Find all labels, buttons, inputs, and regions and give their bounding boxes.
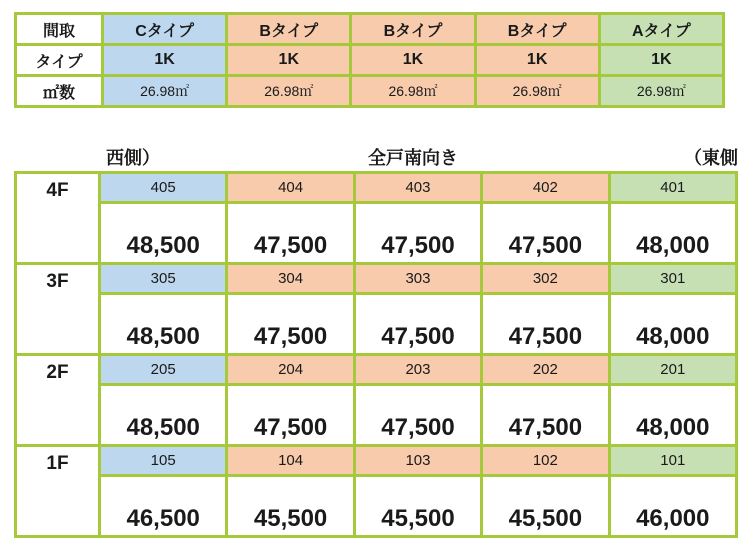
floor-row-1f-prices bbox=[16, 476, 737, 537]
rent-price: 47,500 bbox=[354, 385, 481, 446]
rent-price: 47,500 bbox=[354, 203, 481, 264]
unit-type-spec-table bbox=[14, 12, 725, 108]
spec-area-cell: 26.98㎡ bbox=[351, 76, 475, 107]
floor-label: 4F bbox=[16, 173, 100, 264]
room-number: 302 bbox=[482, 264, 609, 294]
rent-price: 45,500 bbox=[482, 476, 609, 537]
rent-price: 48,000 bbox=[609, 385, 736, 446]
floor-row-2f-prices bbox=[16, 385, 737, 446]
rent-price: 47,500 bbox=[482, 203, 609, 264]
unit-price-table bbox=[14, 171, 738, 538]
spec-area-cell: 26.98㎡ bbox=[103, 76, 227, 107]
rent-price: 46,000 bbox=[609, 476, 736, 537]
rent-price: 48,000 bbox=[609, 294, 736, 355]
room-number: 403 bbox=[354, 173, 481, 203]
orientation-labels bbox=[0, 144, 754, 170]
rent-price: 47,500 bbox=[227, 294, 354, 355]
floor-row-4f-rooms bbox=[16, 173, 737, 203]
room-number: 203 bbox=[354, 355, 481, 385]
rent-price: 48,500 bbox=[100, 385, 227, 446]
floor-label: 3F bbox=[16, 264, 100, 355]
spec-type-cell: Cタイプ bbox=[103, 14, 227, 45]
room-number: 101 bbox=[609, 446, 736, 476]
east-side-label: （東側 bbox=[684, 148, 738, 168]
spec-row-area bbox=[16, 76, 724, 107]
spec-type-cell: Bタイプ bbox=[351, 14, 475, 45]
room-number: 404 bbox=[227, 173, 354, 203]
room-number: 104 bbox=[227, 446, 354, 476]
floor-row-3f-rooms bbox=[16, 264, 737, 294]
room-number: 102 bbox=[482, 446, 609, 476]
room-number: 103 bbox=[354, 446, 481, 476]
rent-price: 47,500 bbox=[354, 294, 481, 355]
room-number: 201 bbox=[609, 355, 736, 385]
spec-area-cell: 26.98㎡ bbox=[599, 76, 723, 107]
rent-price: 45,500 bbox=[354, 476, 481, 537]
spec-area-cell: 26.98㎡ bbox=[475, 76, 599, 107]
west-side-label: 西側） bbox=[106, 148, 160, 168]
spec-header-type: タイプ bbox=[16, 45, 103, 76]
spec-layout-cell: 1K bbox=[227, 45, 351, 76]
rent-price: 46,500 bbox=[100, 476, 227, 537]
floor-row-2f-rooms bbox=[16, 355, 737, 385]
spec-header-layout: 間取 bbox=[16, 14, 103, 45]
spec-row-type bbox=[16, 45, 724, 76]
room-number: 303 bbox=[354, 264, 481, 294]
spec-layout-cell: 1K bbox=[599, 45, 723, 76]
room-number: 305 bbox=[100, 264, 227, 294]
floor-row-4f-prices bbox=[16, 203, 737, 264]
spec-type-cell: Bタイプ bbox=[475, 14, 599, 45]
spec-type-cell: Bタイプ bbox=[227, 14, 351, 45]
rent-price: 48,500 bbox=[100, 294, 227, 355]
floor-row-1f-rooms bbox=[16, 446, 737, 476]
room-number: 402 bbox=[482, 173, 609, 203]
rent-price: 47,500 bbox=[482, 385, 609, 446]
room-number: 405 bbox=[100, 173, 227, 203]
room-number: 304 bbox=[227, 264, 354, 294]
floor-label: 2F bbox=[16, 355, 100, 446]
spec-layout-cell: 1K bbox=[103, 45, 227, 76]
room-number: 401 bbox=[609, 173, 736, 203]
south-facing-label: 全戸南向き bbox=[368, 148, 458, 168]
spec-header-area: ㎡数 bbox=[16, 76, 103, 107]
spec-type-cell: Aタイプ bbox=[599, 14, 723, 45]
floor-row-3f-prices bbox=[16, 294, 737, 355]
spec-layout-cell: 1K bbox=[475, 45, 599, 76]
rent-price: 47,500 bbox=[227, 385, 354, 446]
rent-price: 47,500 bbox=[482, 294, 609, 355]
room-number: 204 bbox=[227, 355, 354, 385]
spec-area-cell: 26.98㎡ bbox=[227, 76, 351, 107]
rent-price: 45,500 bbox=[227, 476, 354, 537]
room-number: 105 bbox=[100, 446, 227, 476]
room-number: 205 bbox=[100, 355, 227, 385]
rent-price: 48,000 bbox=[609, 203, 736, 264]
spec-row-layout bbox=[16, 14, 724, 45]
floor-label: 1F bbox=[16, 446, 100, 537]
rent-price: 47,500 bbox=[227, 203, 354, 264]
spec-layout-cell: 1K bbox=[351, 45, 475, 76]
room-number: 301 bbox=[609, 264, 736, 294]
rent-price: 48,500 bbox=[100, 203, 227, 264]
room-number: 202 bbox=[482, 355, 609, 385]
